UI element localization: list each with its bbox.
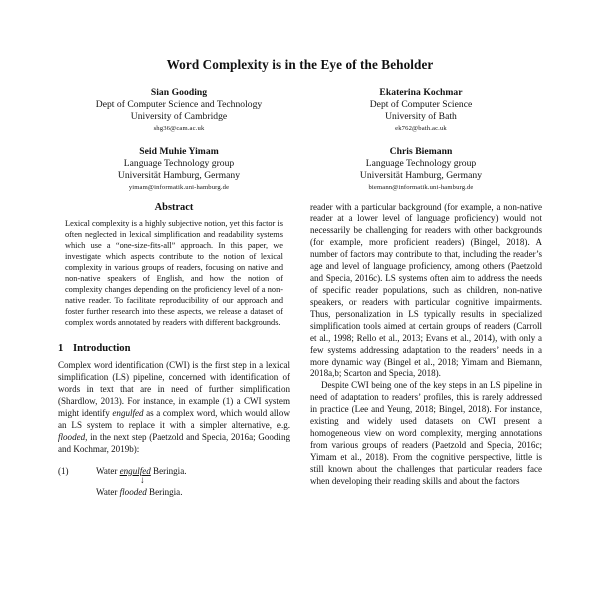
example-source-prefix: Water — [96, 465, 120, 476]
author-institution: Universität Hamburg, Germany — [117, 169, 241, 181]
example-source-line — [96, 466, 290, 478]
right-paragraph-1: reader with a particular background (for example, a non-native reader at a lower level of language proficiency) would not necessarily be challenging for readers with other backgrounds (for example, more proficient readers) (Bingel, 2018). A number of factors may contribute to that, including the reader’s age and level of language proficiency, among others (Paetzold and Specia, 2016c). LS systems often aim to address the needs of specific reader populations, such as children, non-native speakers, or readers with particular cognitive impairments. Thus, personalization in LS typically results in specialized simplification tools aimed at certain groups of readers (Carroll et al., 1998; Rello et al., 2013; Evans et al., 2014), with only a few systems addressing adaptation to the readers’ needs in a more dynamic way (Bingel et al., 2018; Yimam and Biemann, 2018a,b; Scarton and Specia, 2018). — [310, 201, 542, 379]
author-department: Language Technology group — [365, 158, 477, 170]
example-label: (1) — [58, 465, 69, 476]
example-target-word: flooded — [119, 486, 147, 497]
intro-paragraph-1-text: Complex word identification (CWI) is the first step in a lexical simplification (LS) pipeline, concerned with identification of words in text that are in need of further simplification (Shardlow, 2013). For instance, in example (1) a CWI system might identify engulfed as a complex word, which would allow an LS system to replace it with a simpler alternative, e.g. flooded, in the next step (Paetzold and Specia, 2016a; Gooding and Kochmar, 2019b): — [58, 360, 290, 454]
right-column — [300, 202, 542, 488]
left-column — [58, 202, 300, 499]
example-target-suffix: Beringia. — [146, 486, 183, 497]
author-row-1 — [58, 87, 542, 133]
author-block-4 — [300, 146, 542, 192]
author-institution: University of Bath — [385, 110, 457, 122]
example-source-word: engulfed — [119, 465, 151, 476]
two-column-body — [58, 202, 542, 499]
right-paragraph-2: Despite CWI being one of the key steps in an LS pipeline in need of adaptation to readers’ profiles, this is rarely addressed in practice (Lee and Yeung, 2018; Bingel, 2018). For instance, existing and widely used datasets on CWI present a homogeneous view on word complexity, merging annotations from various groups of readers (Paetzold and Specia, 2016c; Yimam et al., 2018). From the cognitive perspective, little is still known about the challenges that particular readers face when developing their reading skills and about the factors — [310, 380, 542, 486]
example-target-prefix: Water — [96, 486, 120, 497]
author-institution: University of Cambridge — [130, 110, 228, 122]
example-target-line — [96, 487, 290, 499]
author-block-3 — [58, 146, 300, 192]
section-number: 1 — [58, 343, 64, 355]
section-title: Introduction — [73, 343, 131, 355]
abstract-heading: Abstract — [154, 201, 194, 213]
example-source-suffix: Beringia. — [150, 465, 187, 476]
author-email: biemann@informatik.uni-hamburg.de — [368, 184, 474, 192]
author-name: Seid Muhie Yimam — [139, 146, 219, 158]
page-title: Word Complexity is in the Eye of the Beholder — [166, 57, 434, 72]
author-department: Dept of Computer Science — [369, 98, 473, 110]
author-row-2 — [58, 146, 542, 192]
author-department: Language Technology group — [123, 158, 235, 170]
author-email: shg36@cam.ac.uk — [153, 125, 205, 133]
example-arrow-icon: ↓ — [140, 476, 145, 487]
intro-paragraph-1 — [58, 360, 290, 455]
author-email: ek762@bath.ac.uk — [395, 125, 447, 133]
author-department: Dept of Computer Science and Technology — [95, 98, 263, 110]
example-content — [96, 466, 290, 499]
author-block-1 — [58, 87, 300, 133]
abstract-text: Lexical complexity is a highly subjective notion, yet this factor is often neglected in lexical simplification and readability systems which use a “one-size-fits-all” approach. In this paper, we investigate which aspects contribute to the notion of lexical complexity in various groups of readers, focusing on native and non-native speakers of English, and how the notion of complexity changes depending on the proficiency level of a non-native reader. To facilitate reproducibility of our approach and foster further research into these aspects, we release a dataset of complex words annotated by readers with different backgrounds. — [65, 218, 283, 328]
section-heading-introduction — [58, 343, 290, 354]
author-name: Chris Biemann — [389, 146, 453, 158]
author-name: Ekaterina Kochmar — [379, 86, 463, 98]
example-1 — [58, 466, 290, 499]
author-institution: Universität Hamburg, Germany — [359, 169, 483, 181]
author-block-2 — [300, 87, 542, 133]
author-email: yimam@informatik.uni-hamburg.de — [128, 184, 230, 192]
author-name: Sian Gooding — [150, 86, 208, 98]
